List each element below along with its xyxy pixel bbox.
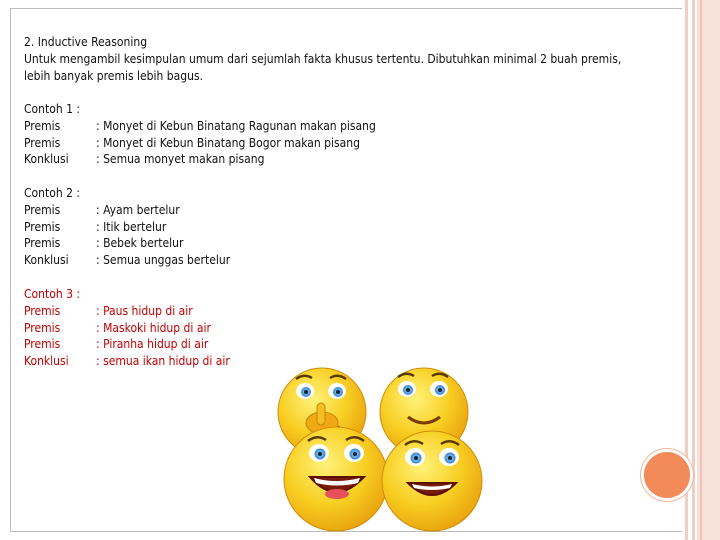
row-text: : Semua unggas bertelur (96, 253, 231, 268)
example-row (24, 151, 376, 168)
smiley-emoji-group-icon (262, 365, 492, 533)
row-label: Premis (24, 219, 61, 234)
row-label: Premis (24, 337, 61, 352)
row-label: Premis (24, 118, 61, 133)
row-label: Premis (24, 320, 61, 335)
row-text: : Maskoki hidup di air (96, 320, 211, 335)
example-row (24, 219, 230, 236)
example-row (24, 353, 230, 370)
row-label: Premis (24, 303, 61, 318)
intro-line: Untuk mengambil kesimpulan umum dari sejumlah fakta khusus tertentu. Dibutuhkan minimal 2 buah premis, (24, 52, 622, 66)
row-label: Konklusi (24, 354, 69, 369)
example-2 (24, 185, 230, 269)
row-text: : semua ikan hidup di air (96, 354, 230, 369)
row-text: : Itik bertelur (96, 219, 167, 234)
row-label: Konklusi (24, 253, 69, 268)
row-text: : Paus hidup di air (96, 303, 193, 318)
example-title: Contoh 1 : (24, 102, 81, 116)
intro-paragraph (24, 51, 676, 85)
example-row (24, 235, 230, 252)
decorative-stripe (700, 0, 702, 540)
example-row (24, 135, 376, 152)
example-title: Contoh 3 : (24, 287, 81, 301)
example-row (24, 202, 230, 219)
decorative-stripe (692, 0, 695, 540)
row-text: : Bebek bertelur (96, 236, 184, 251)
example-row (24, 303, 230, 320)
row-label: Konklusi (24, 152, 69, 167)
section-heading: 2. Inductive Reasoning (24, 35, 148, 49)
example-title: Contoh 2 : (24, 186, 81, 200)
row-label: Premis (24, 202, 61, 217)
row-text: : Monyet di Kebun Binatang Bogor makan pisang (96, 135, 360, 150)
row-text: : Piranha hidup di air (96, 337, 209, 352)
row-text: : Semua monyet makan pisang (96, 152, 265, 167)
grinning-face-icon (382, 431, 482, 531)
example-row (24, 252, 230, 269)
example-3 (24, 286, 230, 370)
example-row (24, 336, 230, 353)
row-text: : Ayam bertelur (96, 202, 180, 217)
laughing-face-icon (284, 427, 388, 531)
intro-line: lebih banyak premis lebih bagus. (24, 68, 204, 83)
example-1 (24, 101, 376, 168)
decorative-circle (641, 449, 693, 501)
example-row (24, 320, 230, 337)
row-label: Premis (24, 135, 61, 150)
example-row (24, 118, 376, 135)
row-text: : Monyet di Kebun Binatang Ragunan makan pisang (96, 118, 376, 133)
row-label: Premis (24, 236, 61, 251)
